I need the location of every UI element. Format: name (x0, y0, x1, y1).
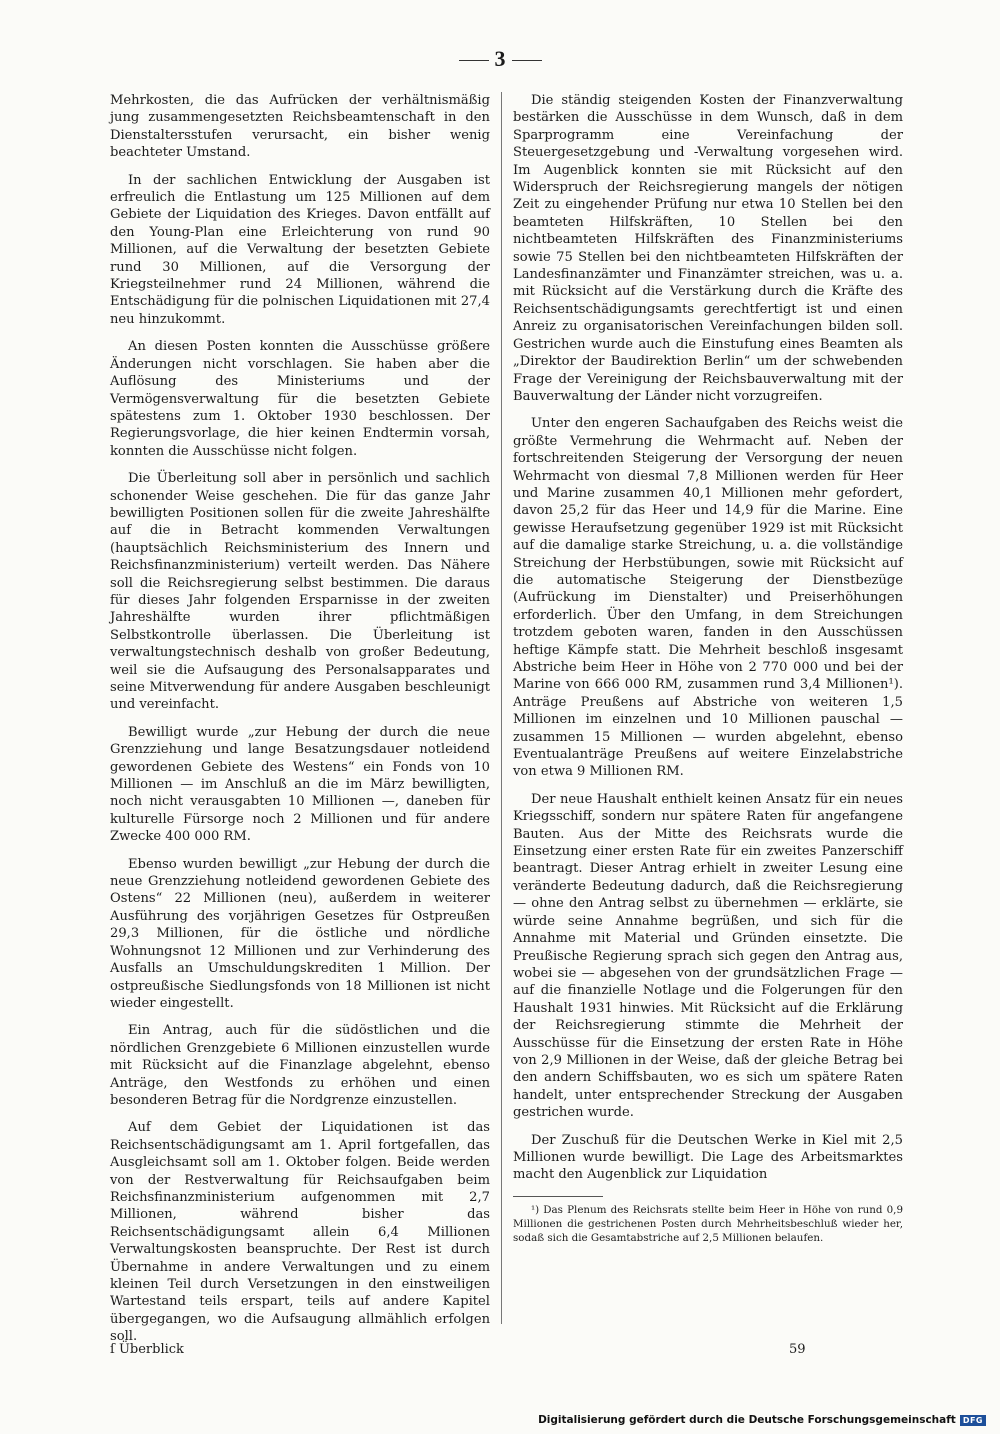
footnote: ¹) Das Plenum des Reichsrats stellte beim Heer in Höhe von rund 0,9 Millionen die gestrichenen Posten durch Mehrheitsbeschluß wieder her, sodaß sich die Gesamtabstriche auf 2,5 Millionen belaufen. (513, 1203, 903, 1244)
footnote-rule (513, 1196, 603, 1197)
left-paragraph-6: Ebenso wurden bewilligt „zur Hebung der durch die neue Grenzziehung notleidend gewordenen Gebiete des Ostens“ 22 Millionen (neu), außerdem in weiterer Ausführung des vorjährigen Gesetzes für Ostpreußen 29,3 Millionen, für die östliche und nördliche Wohnungsnot 12 Millionen und zur Verhinderung des Ausfalls an Umschuldungskrediten 1 Million. Der ostpreußische Siedlungsfonds von 18 Millionen ist nicht wieder eingestellt. (110, 856, 490, 1011)
left-paragraph-1: Mehrkosten, die das Aufrücken der verhältnismäßig jung zusammengesetzten Reichsbeamtenschaft in den Dienstaltersstufen verursacht, ein bisher wenig beachteter Umstand. (110, 93, 490, 161)
right-paragraph-2: Unter den engeren Sachaufgaben des Reichs weist die größte Vermehrung die Wehrmacht auf. Neben der fortschreitenden Steigerung der Versorgung der neuen Wehrmacht von diesmal 7,8 Millionen werden für Heer und Marine zusammen 40,1 Millionen mehr gefordert, davon 25,2 für das Heer und 14,9 für die Marine. Eine gewisse Heraufsetzung gegenüber 1929 ist mit Rücksicht auf die damalige starke Streichung, u. a. die vollständige Streichung der Herbstübungen, sowie mit Rücksicht auf die automatische Steigerung der Dienstbezüge (Aufrückung im Dienstalter) und Preiserhöhungen erforderlich. Über den Umfang, in dem Streichungen trotzdem geboten waren, fanden in den Ausschüssen heftige Kämpfe statt. Die Mehrheit beschloß insgesamt Abstriche beim Heer in Höhe von 2 770 000 und bei der Marine von 666 000 RM, zusammen rund 3,4 Millionen¹). Anträge Preußens auf Abstriche von weiteren 1,5 Millionen im einzelnen und 10 Millionen pauschal — zusammen 15 Millionen — wurden abgelehnt, ebenso Eventualanträge Preußens auf weitere Einzelabstriche von etwa 9 Millionen RM. (513, 416, 903, 780)
footer-page-number: 59 (789, 1342, 806, 1357)
left-paragraph-5: Bewilligt wurde „zur Hebung der durch die neue Grenzziehung und lange Besatzungsdauer notleidend gewordenen Gebiete des Westens“ ein Fonds von 10 Millionen — im Anschluß an die im März bewilligten, noch nicht verausgabten 10 Millionen —, daneben für kulturelle Fürsorge noch 2 Millionen und für andere Zwecke 400 000 RM. (110, 724, 490, 845)
left-paragraph-4: Die Überleitung soll aber in persönlich und sachlich schonender Weise geschehen. Die für das ganze Jahr bewilligten Positionen sollen für die zweite Jahreshälfte auf die in Betracht kommenden Verwaltungen (hauptsächlich Reichsministerium des Innern und Reichsfinanzministerium) verteilt werden. Das Nähere soll die Reichsregierung selbst bestimmen. Die daraus für dieses Jahr folgenden Ersparnisse in der zweiten Jahreshälfte wurden ihrer pflichtmäßigen Selbstkontrolle überlassen. Die Überleitung ist verwaltungstechnisch deshalb von großer Bedeutung, weil sie die Aufsaugung des Personalsapparates und seine Mitverwendung für andere Ausgaben beschleunigt und vereinfacht. (110, 471, 490, 713)
left-paragraph-8: Auf dem Gebiet der Liquidationen ist das Reichsentschädigungsamt am 1. April fortgefallen, das Ausgleichsamt soll am 1. Oktober folgen. Beide werden von der Restverwaltung für Reichsaufgaben beim Reichsfinanzministerium aufgenommen mit 2,7 Millionen, während bisher das Reichsentschädigungsamt allein 6,4 Millionen Verwaltungskosten beanspruchte. Der Rest ist durch Übernahme in andere Verwaltungen und zu einem kleinen Teil durch Versetzungen in den einstweiligen Wartestand teils erspart, teils auf andere Kapitel übergegangen, wo die Aufsaugung allmählich erfolgen soll. (110, 1120, 490, 1345)
footer-section-label: ſ Überblick (110, 1342, 184, 1357)
right-column (513, 92, 903, 1255)
right-paragraph-3: Der neue Haushalt enthielt keinen Ansatz für ein neues Kriegsschiff, sondern nur spätere Raten für angefangene Bauten. Aus der Mitte des Reichsrats wurde die Einsetzung einer ersten Rate für ein zweites Panzerschiff beantragt. Dieser Antrag erhielt in zweiter Lesung eine veränderte Bedeutung dadurch, daß die Reichsregierung — ohne den Antrag selbst zu übernehmen — erklärte, sie würde seine Annahme begrüßen, und sich für die Annahme mit Material und Gründen einsetzte. Die Preußische Regierung sprach sich gegen den Antrag aus, wobei sie — abgesehen von der grundsätzlichen Frage — auf die finanzielle Notlage und die Folgerungen für den Haushalt 1931 hinwies. Mit Rücksicht auf die Erklärung der Reichsregierung stimmte die Mehrheit der Ausschüsse für die Einsetzung der ersten Rate in Höhe von 2,9 Millionen in der Weise, daß der gleiche Betrag bei den andern Schiffsbauten, wo es sich um spätere Raten handelt, unter entsprechender Streckung der Ausgaben gestrichen wurde. (513, 791, 903, 1121)
left-paragraph-2: In der sachlichen Entwicklung der Ausgaben ist erfreulich die Entlastung um 125 Millionen auf dem Gebiete der Liquidation des Krieges. Davon entfällt auf den Young-Plan eine Erleichterung von rund 90 Millionen, auf die Verwaltung der besetzten Gebiete rund 30 Millionen, auf die Versorgung der Kriegsteilnehmer rund 24 Millionen, während die Entschädigung für die polnischen Liquidationen mit 27,4 neu hinzukommt. (110, 172, 490, 327)
funding-note (538, 1414, 986, 1426)
right-paragraph-1: Die ständig steigenden Kosten der Finanzverwaltung bestärken die Ausschüsse in dem Wunsch, daß in dem Sparprogramm eine Vereinfachung der Steuergesetzgebung und -Verwaltung vorgesehen wird. Im Augenblick konnten sie mit Rücksicht auf den Widerspruch der Reichsregierung mangels der nötigen Zeit zu eingehender Prüfung nur etwa 10 Stellen bei den beamteten Hilfskräften, 10 Stellen bei den nichtbeamteten Hilfskräften des Finanzministeriums sowie 75 Stellen bei den nichtbeamteten Hilfskräften der Landesfinanzämter und Finanzämter streichen, was u. a. mit Rücksicht auf die Verstärkung durch die Kräfte des Reichsentschädigungsamts gerechtfertigt ist und einen Anreiz zu organisatorischen Vereinfachungen bilden soll. Gestrichen wurde auch die Einstufung eines Beamten als „Direktor der Baudirektion Berlin“ um der schwebenden Frage der Vereinigung der Reichsbauverwaltung mit der Bauverwaltung der Länder nicht vorzugreifen. (513, 93, 903, 404)
left-column (110, 92, 490, 1356)
left-paragraph-7: Ein Antrag, auch für die südöstlichen und die nördlichen Grenzgebiete 6 Millionen einzustellen wurde mit Rücksicht auf die Finanzlage abgelehnt, ebenso Anträge, den Westfonds zu erhöhen und einen besonderen Betrag für die Nordgrenze einzustellen. (110, 1023, 490, 1108)
column-divider (501, 92, 502, 1324)
page-number-text: 3 (494, 46, 506, 71)
right-paragraph-4: Der Zuschuß für die Deutschen Werke in Kiel mit 2,5 Millionen wurde bewilligt. Die Lage des Arbeitsmarktes macht den Augenblick zur Liquidation (513, 1132, 903, 1183)
funding-text: Digitalisierung gefördert durch die Deutsche Forschungsgemeinschaft (538, 1414, 956, 1426)
left-paragraph-3: An diesen Posten konnten die Ausschüsse größere Änderungen nicht vorschlagen. Sie haben aber die Auflösung des Ministeriums und der Vermögensverwaltung für die besetzten Gebiete spätestens zum 1. Oktober 1930 beschlossen. Der Regierungsvorlage, die hier keinen Endtermin vorsah, konnten die Ausschüsse nicht folgen. (110, 339, 490, 459)
page-number-dash-right (512, 60, 542, 61)
page-number (0, 46, 1000, 72)
dfg-logo-icon: DFG (960, 1415, 986, 1426)
page-number-dash-left (459, 60, 489, 61)
